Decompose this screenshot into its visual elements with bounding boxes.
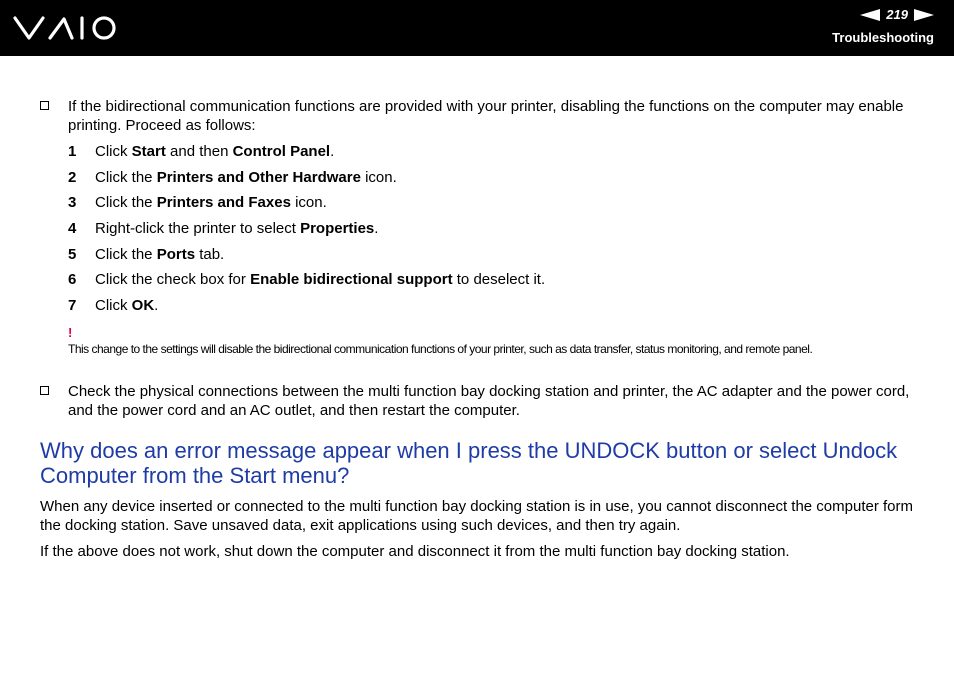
vaio-logo-icon xyxy=(12,14,122,42)
section-heading: Why does an error message appear when I press the UNDOCK button or select Undock Computer from the Start menu? xyxy=(40,438,898,488)
page-number: 219 xyxy=(886,7,908,22)
step-number: 6 xyxy=(68,271,77,288)
bullet-item-connections xyxy=(40,382,920,420)
step-number: 4 xyxy=(68,220,77,237)
step-number: 2 xyxy=(68,169,77,186)
step-item xyxy=(68,270,545,289)
header-bar xyxy=(0,0,954,56)
page-navigation xyxy=(860,6,934,24)
step-number: 1 xyxy=(68,143,77,160)
bullet-item-bidirectional xyxy=(40,97,920,135)
step-text: Click the Ports tab. xyxy=(95,246,225,263)
step-item xyxy=(68,296,158,315)
section-title: Troubleshooting xyxy=(832,30,934,45)
step-text: Right-click the printer to select Properties. xyxy=(95,220,379,237)
paragraph: When any device inserted or connected to the multi function bay docking station is in use, you cannot disconnect the computer form the docking station. Save unsaved data, exit applications using such devices, and then try again. xyxy=(40,498,913,534)
square-bullet-icon xyxy=(40,101,49,110)
step-item xyxy=(68,245,224,264)
square-bullet-icon xyxy=(40,386,49,395)
step-item xyxy=(68,219,378,238)
warning-exclamation-icon: ! xyxy=(68,325,73,340)
step-text: Click Start and then Control Panel. xyxy=(95,143,335,160)
step-text: Click the check box for Enable bidirectional support to deselect it. xyxy=(95,271,546,288)
step-number: 7 xyxy=(68,297,77,314)
next-page-arrow-icon[interactable] xyxy=(914,9,934,21)
bullet-text: Check the physical connections between the multi function bay docking station and printer, the AC adapter and the power cord, and the power cord and an AC outlet, and then restart the computer. xyxy=(68,383,910,419)
step-number: 5 xyxy=(68,246,77,263)
step-text: Click the Printers and Other Hardware icon. xyxy=(95,169,397,186)
paragraph: If the above does not work, shut down the computer and disconnect it from the multi function bay docking station. xyxy=(40,543,790,560)
step-item xyxy=(68,193,327,212)
previous-page-arrow-icon[interactable] xyxy=(860,9,880,21)
step-item xyxy=(68,168,397,187)
step-text: Click OK. xyxy=(95,297,159,314)
note-text: This change to the settings will disable the bidirectional communication functions of your printer, such as data transfer, status monitoring, and remote panel. xyxy=(68,342,813,356)
step-number: 3 xyxy=(68,194,77,211)
step-item xyxy=(68,142,334,161)
bullet-text: If the bidirectional communication functions are provided with your printer, disabling the functions on the computer may enable printing. Proceed as follows: xyxy=(68,98,904,134)
step-text: Click the Printers and Faxes icon. xyxy=(95,194,327,211)
